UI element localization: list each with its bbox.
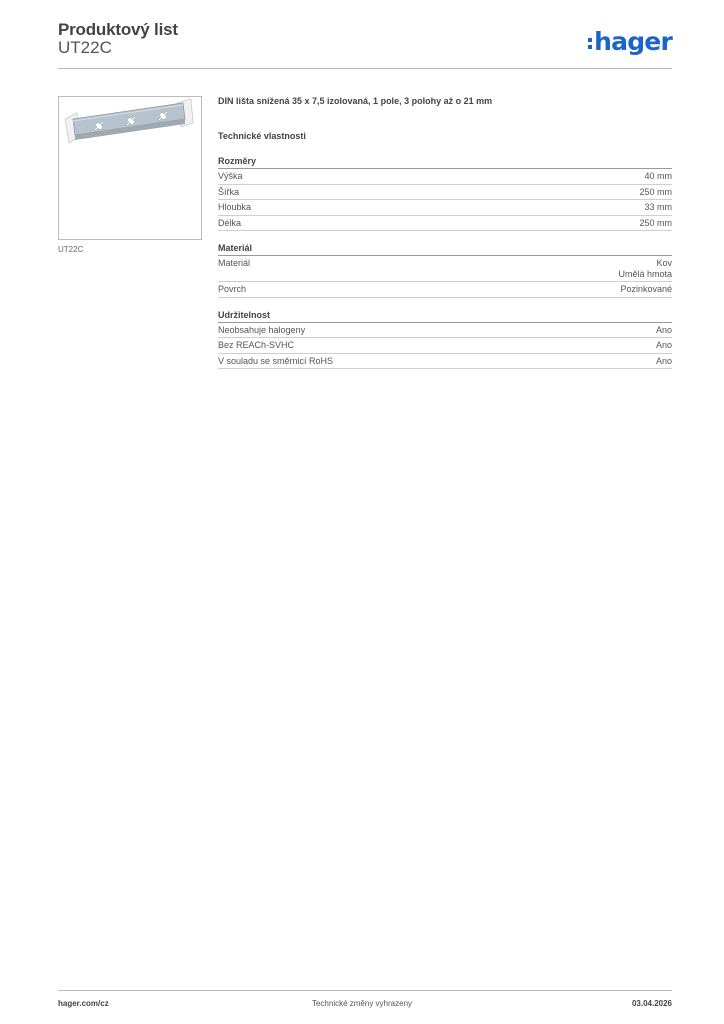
spec-row <box>218 185 672 201</box>
product-code: UT22C <box>58 38 112 57</box>
spec-label: Materiál <box>218 258 251 268</box>
image-caption: UT22C <box>58 245 84 254</box>
spec-row <box>218 169 672 185</box>
spec-value: Ano <box>655 324 672 335</box>
spec-value: 250 mm <box>639 186 672 197</box>
spec-row <box>218 256 672 282</box>
footer-notice: Technické změny vyhrazeny <box>311 999 413 1008</box>
group-sustainability <box>218 310 672 370</box>
spec-row <box>218 216 672 232</box>
hager-logo <box>588 27 672 56</box>
spec-row <box>218 323 672 339</box>
group-material <box>218 243 672 298</box>
footer-date: 03.04.2026 <box>631 999 672 1008</box>
spec-value-line: Kov <box>656 258 672 268</box>
document-title: Produktový list <box>58 20 178 39</box>
group-title: Materiál <box>218 243 672 256</box>
section-title: Technické vlastnosti <box>218 131 306 141</box>
spec-label: Délka <box>218 217 242 228</box>
footer-website-link[interactable]: hager.com/cz <box>58 999 109 1008</box>
spec-value: 250 mm <box>639 217 672 228</box>
footer-divider <box>58 990 672 991</box>
product-details <box>218 96 672 381</box>
spec-row <box>218 338 672 354</box>
spec-value: 40 mm <box>644 171 672 181</box>
spec-label: Neobsahuje halogeny <box>218 324 306 335</box>
spec-label: Bez REACh-SVHC <box>218 340 295 350</box>
product-image <box>58 96 202 240</box>
spec-label: Hloubka <box>218 202 252 212</box>
product-name: DIN lišta snížená 35 x 7,5 izolovaná, 1 pole, 3 polohy až o 21 mm <box>218 96 493 106</box>
spec-label: V souladu se směrnicí RoHS <box>218 355 334 366</box>
spec-value <box>618 258 672 279</box>
spec-label: Povrch <box>218 284 247 294</box>
spec-row <box>218 200 672 216</box>
spec-value: Ano <box>655 340 672 350</box>
group-title: Rozměry <box>218 156 672 169</box>
group-title: Udržitelnost <box>218 310 672 323</box>
logo-dots-icon <box>588 38 592 49</box>
spec-row <box>218 282 672 298</box>
spec-value: 33 mm <box>644 202 672 212</box>
header-divider <box>58 68 672 69</box>
spec-row <box>218 354 672 370</box>
spec-value-line: Umělá hmota <box>618 268 672 279</box>
spec-value: Pozinkované <box>620 284 672 294</box>
spec-value: Ano <box>655 355 672 366</box>
din-rail-product-photo-icon <box>59 97 201 239</box>
logo-text: hager <box>594 27 672 56</box>
group-dimensions <box>218 156 672 231</box>
spec-label: Šířka <box>218 186 240 197</box>
spec-label: Výška <box>218 171 243 181</box>
